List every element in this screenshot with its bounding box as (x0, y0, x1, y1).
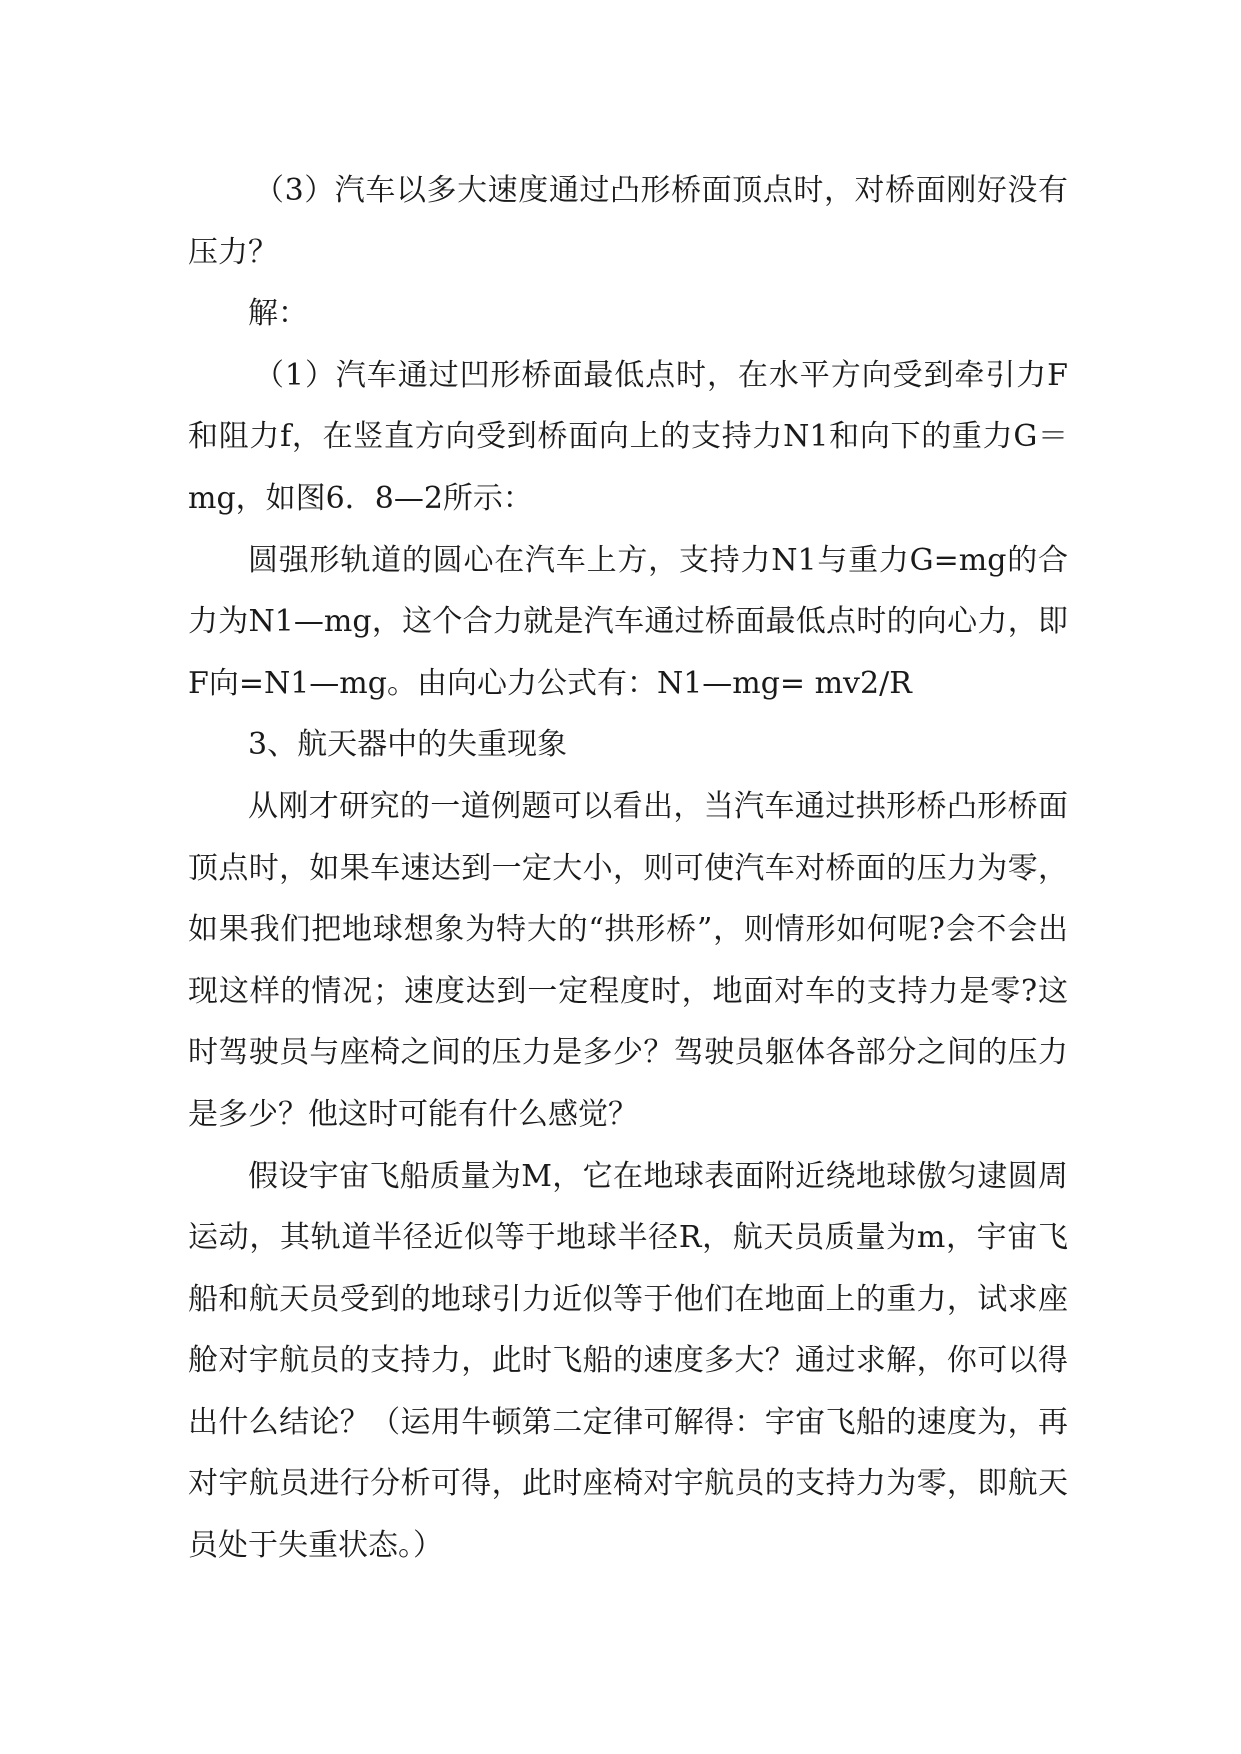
section-heading-weightlessness: 3、航天器中的失重现象 (248, 727, 568, 763)
solution-part-1-paragraph: （1）汽车通过凹形桥面最低点时，在水平方向受到牵引力F和阻力f，在竖直方向受到桥面向上的支持力N1和向下的重力G＝mg，如图6．8—2所示： (188, 357, 1068, 516)
arch-bridge-discussion-paragraph: 从刚才研究的一道例题可以看出，当汽车通过拱形桥凸形桥面顶点时，如果车速达到一定大小，则可使汽车对桥面的压力为零，如果我们把地球想象为特大的“拱形桥”，则情形如何呢?会不会出现这样的情况；速度达到一定程度时，地面对车的支持力是零?这时驾驶员与座椅之间的压力是多少？驾驶员躯体各部分之间的压力是多少？他这时可能有什么感觉？ (188, 788, 1068, 1132)
solution-label: 解： (248, 296, 308, 332)
question-3-paragraph: （3）汽车以多大速度通过凸形桥面顶点时，对桥面刚好没有压力？ (188, 173, 1068, 270)
spacecraft-problem-paragraph: 假设宇宙飞船质量为M，它在地球表面附近绕地球傲匀逮圆周运动，其轨道半径近似等于地球半径R，航天员质量为m，宇宙飞船和航天员受到的地球引力近似等于他们在地面上的重力，试求座舱对宇航员的支持力，此时飞船的速度多大？通过求解，你可以得出什么结论？（运用牛顿第二定律可解得：宇宙飞船的速度为，再对宇航员进行分析可得，此时座椅对宇航员的支持力为零，即航天员处于失重状态。） (188, 1158, 1068, 1564)
centripetal-force-paragraph: 圆强形轨道的圆心在汽车上方，支持力N1与重力G=mg的合力为N1—mg，这个合力就是汽车通过桥面最低点时的向心力，即F向=N1—mg。由向心力公式有：N1—mg= mv2/R (188, 542, 1068, 701)
document-body (188, 160, 1068, 1577)
